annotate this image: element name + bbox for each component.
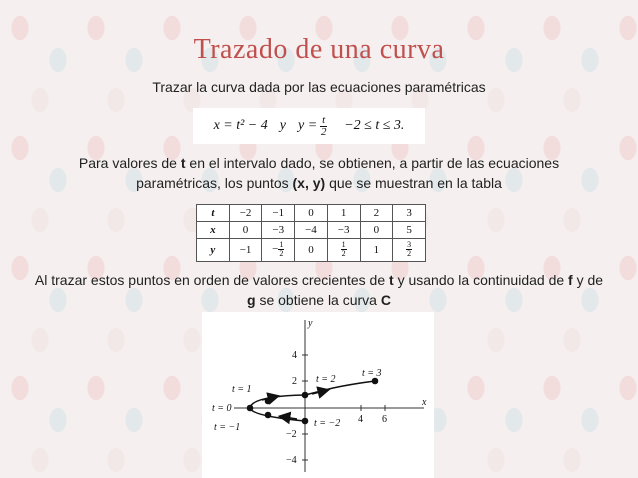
tick-label-x-4: 4	[358, 414, 363, 425]
paragraph-conclusion-t: t	[389, 272, 394, 288]
table-cell: −1	[262, 205, 295, 222]
point-t-1	[265, 398, 272, 405]
label-t-neg1: t = −1	[214, 422, 241, 433]
axis-label-x: x	[422, 397, 427, 408]
paragraph-conclusion-text-a: Al trazar estos puntos en orden de valores crecientes de	[34, 272, 390, 288]
point-t-neg2	[302, 418, 309, 425]
fraction-numerator: 1	[341, 240, 346, 250]
tick-label-y-neg4: −4	[286, 455, 297, 466]
paragraph-intro-text-c: que se muestran en la tabla	[325, 175, 502, 191]
fraction-neg-half	[278, 241, 284, 258]
paragraph-intro-text-a: Para valores de	[78, 155, 181, 171]
table-row-label: x	[197, 221, 230, 238]
tick-label-y-2: 2	[292, 376, 297, 387]
fraction-three-halves	[406, 241, 412, 258]
table-cell: 0	[295, 238, 328, 261]
tick-label-y-neg2: −2	[286, 429, 297, 440]
label-t-3: t = 3	[362, 368, 382, 379]
axis-label-y: y	[308, 318, 313, 329]
paragraph-intro-xy: (x, y)	[292, 175, 326, 191]
table-cell: 1	[360, 238, 393, 261]
table-cell: 0	[295, 205, 328, 222]
table-cell: 2	[360, 205, 393, 222]
paragraph-conclusion-f: f	[568, 272, 573, 288]
label-t-0: t = 0	[212, 403, 232, 414]
paragraph-conclusion-C: C	[380, 292, 391, 308]
fraction-denominator: 2	[407, 249, 412, 259]
slide-title: Trazado de una curva	[193, 34, 445, 65]
table-cell: −4	[295, 221, 328, 238]
table-cell: 3	[393, 205, 426, 222]
equation-y-lhs: y =	[297, 118, 318, 133]
paragraph-conclusion-g: g	[247, 292, 256, 308]
paragraph-conclusion	[30, 270, 608, 310]
table-row-t	[197, 205, 426, 222]
equation-y-word: y	[279, 118, 286, 133]
equation-range: −2 ≤ t ≤ 3.	[344, 118, 405, 133]
label-t-neg2: t = −2	[314, 418, 341, 429]
fraction-numerator: 3	[407, 240, 412, 250]
table-cell-fraction	[262, 238, 295, 261]
table-cell: −2	[229, 205, 262, 222]
table-cell-fraction	[393, 238, 426, 261]
table-cell: −3	[327, 221, 360, 238]
equation-y-fraction	[320, 115, 327, 138]
equation-y-denominator: 2	[320, 125, 327, 138]
paragraph-conclusion-text-c: y de	[572, 272, 604, 288]
paragraph-intro-text-b: en el intervalo dado, se obtienen, a partir de las ecuaciones paramétricas, los puntos	[136, 155, 560, 191]
graph-svg	[202, 312, 434, 478]
table-cell: 1	[327, 205, 360, 222]
equation-y-numerator: t	[322, 113, 326, 126]
label-t-1: t = 1	[232, 384, 252, 395]
fraction-numerator: 1	[279, 240, 284, 250]
paragraph-conclusion-text-b: y usando la continuidad de	[393, 272, 569, 288]
fraction-half	[341, 241, 347, 258]
paragraph-intro-t: t	[180, 155, 186, 171]
tick-label-y-4: 4	[292, 350, 297, 361]
table-cell: −1	[229, 238, 262, 261]
slide-subtitle: Trazar la curva dada por las ecuaciones paramétricas	[152, 79, 486, 95]
table-row-label: t	[197, 205, 230, 222]
parametric-curve-graph	[202, 312, 434, 478]
table-cell-fraction	[327, 238, 360, 261]
parametric-equations	[193, 108, 425, 144]
tick-label-x-6: 6	[382, 414, 387, 425]
table-cell: −3	[262, 221, 295, 238]
point-t-neg1	[265, 412, 272, 419]
table-row-x	[197, 221, 426, 238]
equation-x: x = t² − 4	[213, 118, 268, 133]
fraction-denominator: 2	[341, 249, 346, 259]
fraction-sign: −	[272, 243, 279, 256]
table-cell: 0	[229, 221, 262, 238]
values-table	[196, 204, 426, 262]
paragraph-conclusion-text-d: se obtiene la curva	[255, 292, 381, 308]
table-cell: 5	[393, 221, 426, 238]
table-cell: 0	[360, 221, 393, 238]
point-t-0	[247, 405, 254, 412]
point-t-2	[302, 392, 309, 399]
table-row-y	[197, 238, 426, 261]
fraction-denominator: 2	[279, 249, 284, 259]
paragraph-intro	[40, 153, 598, 193]
label-t-2: t = 2	[316, 374, 336, 385]
table-row-label: y	[197, 238, 230, 261]
